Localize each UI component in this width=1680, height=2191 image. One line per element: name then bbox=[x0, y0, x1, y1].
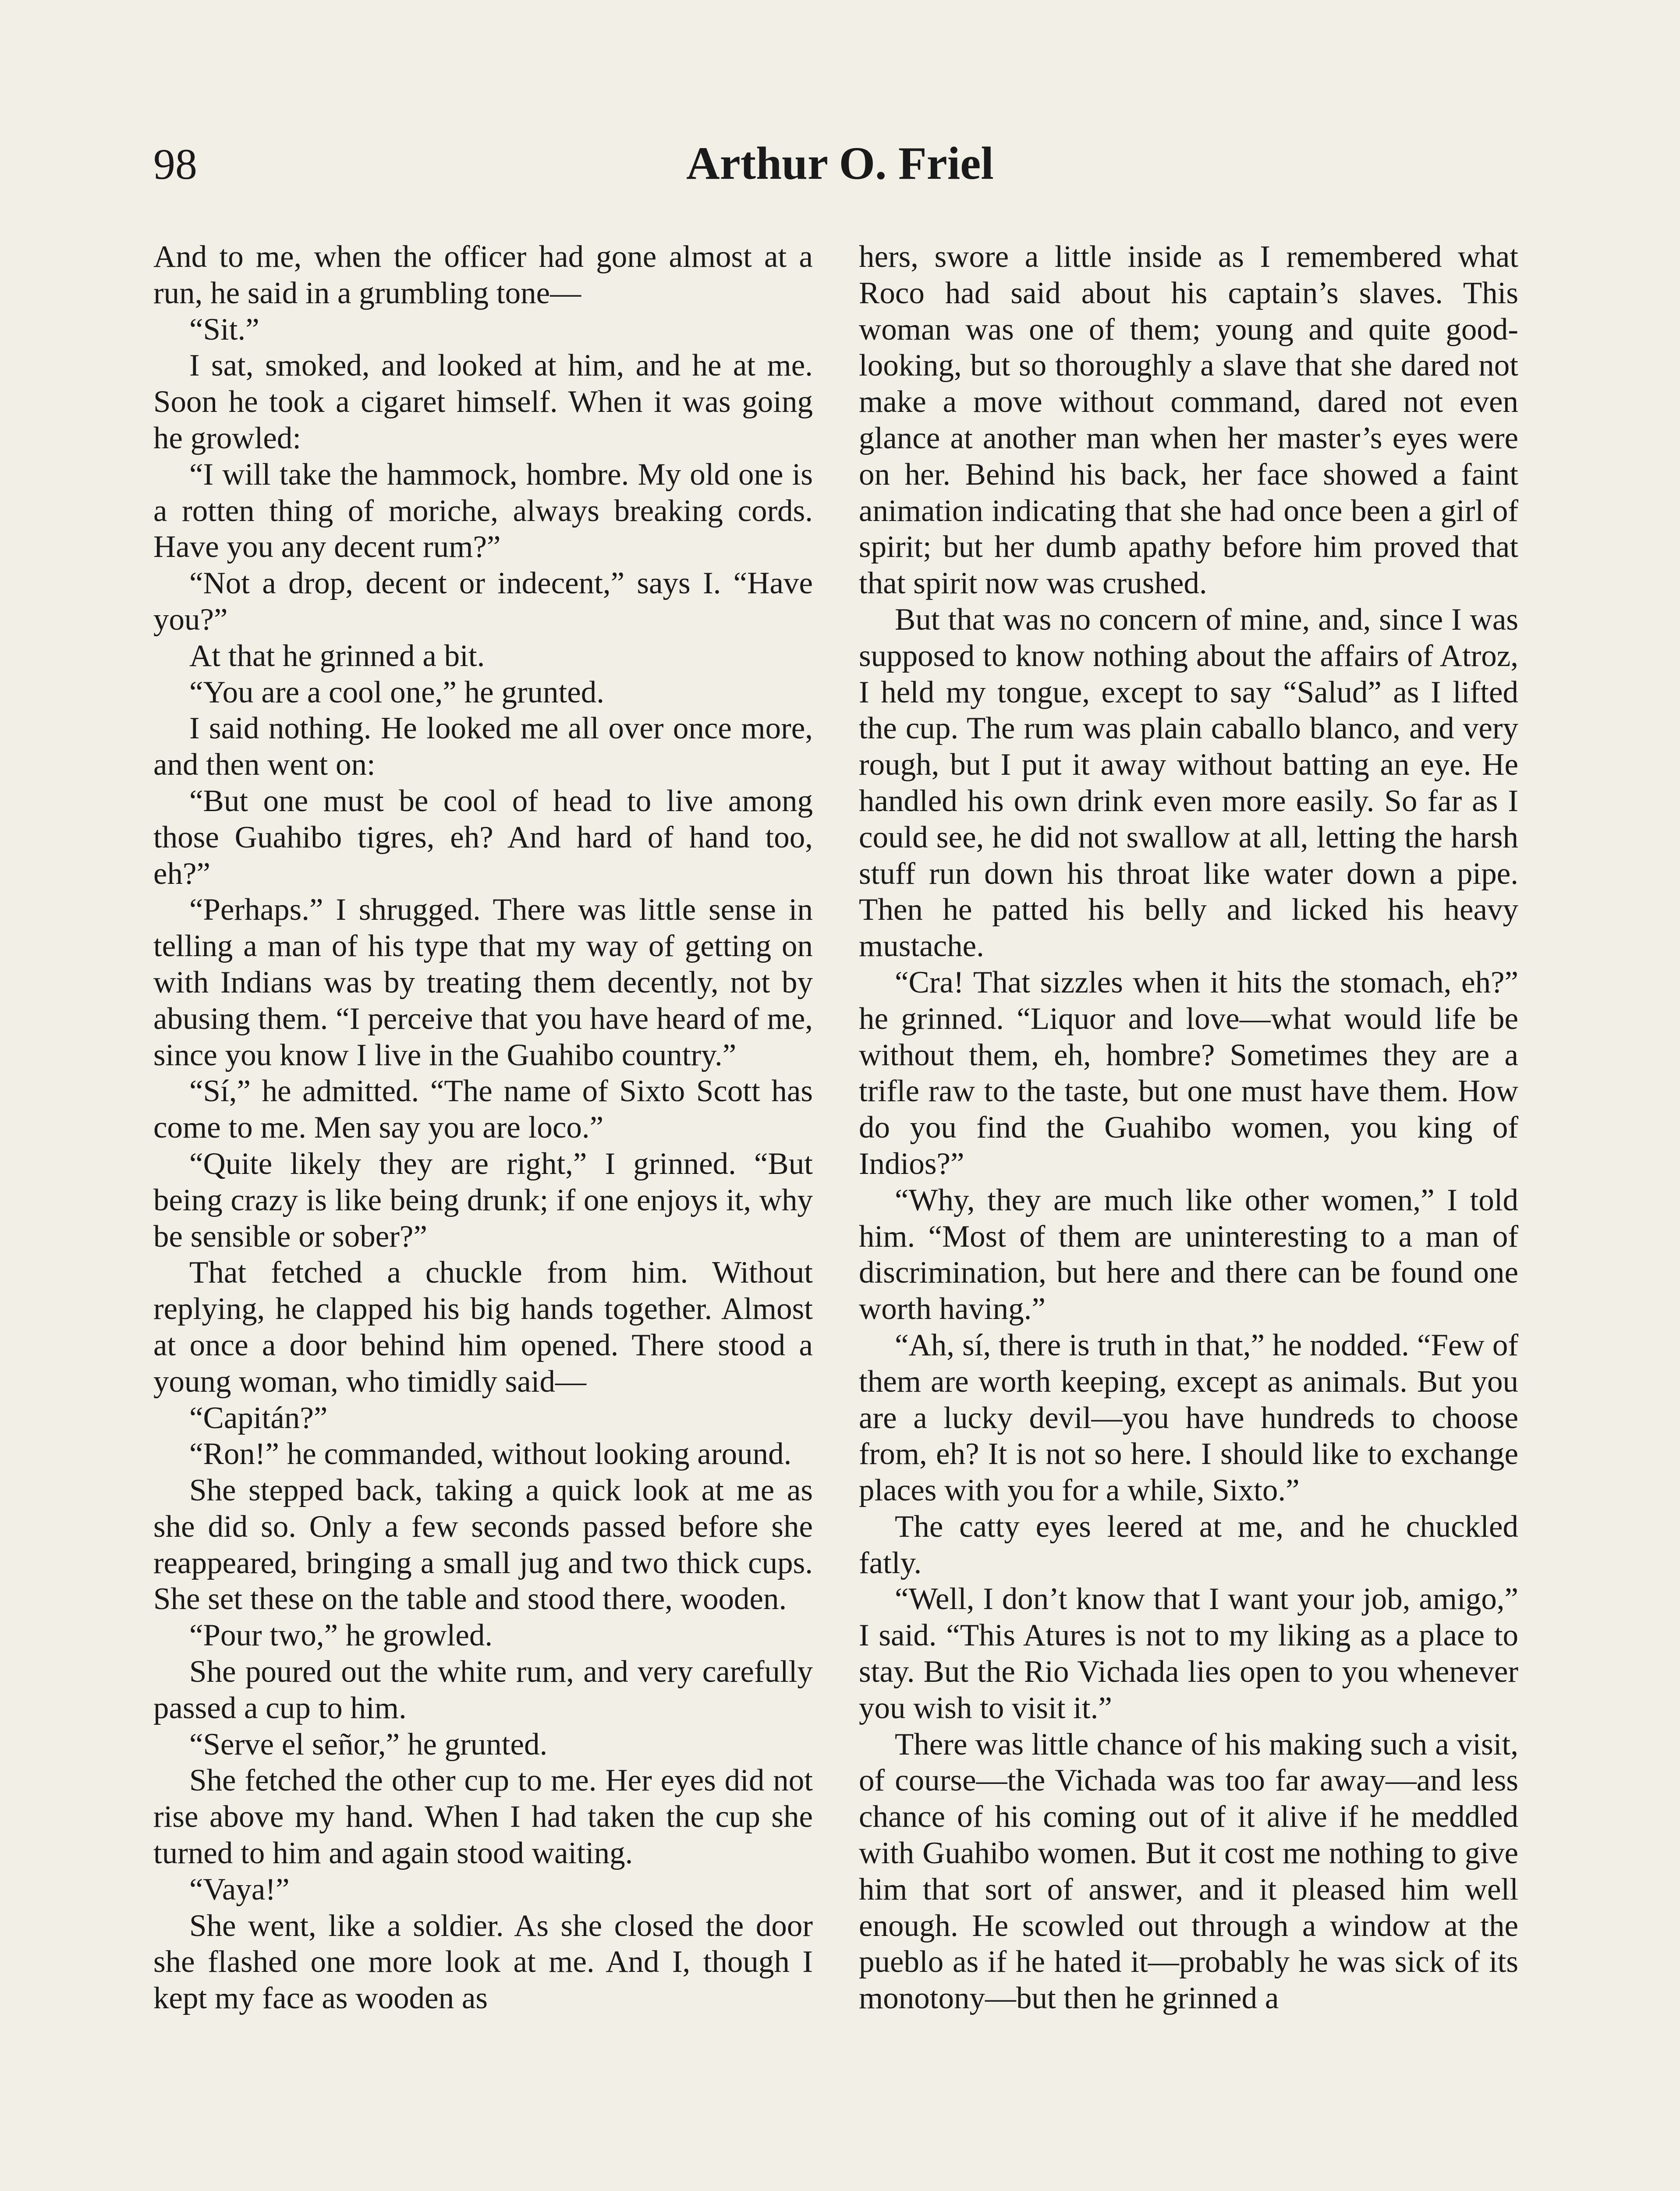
paragraph: She fetched the other cup to me. Her eyes did not rise above my hand. When I had taken the cup she turned to him and again stood waiting. bbox=[153, 1763, 813, 1871]
paragraph: “Ah, sí, there is truth in that,” he nodded. “Few of them are worth keeping, except as animals. But you are a lucky devil—you have hundreds to choose from, eh? It is not so here. I should like to exchange places with you for a while, Sixto.” bbox=[859, 1328, 1518, 1508]
paragraph: “Pour two,” he growled. bbox=[189, 1618, 493, 1653]
left-column bbox=[153, 239, 813, 2017]
paragraph: “Cra! That sizzles when it hits the stomach, eh?” he grinned. “Liquor and love—what would life be without them, eh, hombre? Sometimes they are a trifle raw to the taste, but one must have them. How do you find the Guahibo women, you king of Indios?” bbox=[859, 965, 1518, 1181]
paragraph: “Sit.” bbox=[189, 312, 259, 347]
paragraph: “Capitán?” bbox=[189, 1400, 328, 1435]
paragraph: But that was no concern of mine, and, since I was supposed to know nothing about the affairs of Atroz, I held my tongue, except to say “Salud” as I lifted the cup. The rum was plain caballo blanco, and very rough, but I put it away without batting an eye. He handled his own drink even more easily. So far as I could see, he did not swallow at all, letting the harsh stuff run down his throat like water down a pipe. Then he patted his belly and licked his heavy mustache. bbox=[859, 602, 1518, 964]
paragraph: And to me, when the officer had gone almost at a run, he said in a grumbling tone— bbox=[153, 240, 813, 310]
paragraph: “Not a drop, decent or indecent,” says I. “Have you?” bbox=[153, 566, 813, 637]
paragraph: She stepped back, taking a quick look at me as she did so. Only a few seconds passed before she reappeared, bringing a small jug and two thick cups. She set these on the table and stood there, wooden. bbox=[153, 1473, 813, 1617]
paragraph: “I will take the hammock, hombre. My old one is a rotten thing of moriche, always breaking cords. Have you any decent rum?” bbox=[153, 457, 813, 564]
paragraph: I sat, smoked, and looked at him, and he at me. Soon he took a cigaret himself. When it was going he growled: bbox=[153, 348, 813, 455]
paragraph: “Vaya!” bbox=[189, 1872, 290, 1907]
paragraph: That fetched a chuckle from him. Without replying, he clapped his big hands together. Almost at once a door behind him opened. There stood a young woman, who timidly said— bbox=[153, 1255, 813, 1399]
paragraph: “Quite likely they are right,” I grinned. “But being crazy is like being drunk; if one enjoys it, why be sensible or sober?” bbox=[153, 1146, 813, 1254]
paragraph: “Ron!” he commanded, without looking around. bbox=[189, 1437, 792, 1471]
paragraph: “But one must be cool of head to live among those Guahibo tigres, eh? And hard of hand too, eh?” bbox=[153, 784, 813, 891]
paragraph: “Sí,” he admitted. “The name of Sixto Scott has come to me. Men say you are loco.” bbox=[153, 1074, 813, 1145]
paragraph: “Well, I don’t know that I want your job, amigo,” I said. “This Atures is not to my liking as a place to stay. But the Rio Vichada lies open to you whenever you wish to visit it.” bbox=[859, 1582, 1518, 1725]
paragraph: At that he grinned a bit. bbox=[189, 638, 485, 673]
paragraph: “Serve el señor,” he grunted. bbox=[189, 1727, 548, 1762]
paragraph: hers, swore a little inside as I remembered what Roco had said about his captain’s slaves. This woman was one of them; young and quite good-looking, but so thoroughly a slave that she dared not make a move without command, dared not even glance at another man when her master’s eyes were on her. Behind his back, her face showed a faint animation indicating that she had once been a girl of spirit; but her dumb apathy before him proved that that spirit now was crushed. bbox=[859, 240, 1518, 601]
paragraph: “Why, they are much like other women,” I told him. “Most of them are uninteresting to a man of discrimination, but here and there can be found one worth having.” bbox=[859, 1183, 1518, 1326]
right-column bbox=[859, 239, 1518, 2017]
paragraph: “You are a cool one,” he grunted. bbox=[189, 675, 605, 709]
paragraph: There was little chance of his making such a visit, of course—the Vichada was too far away—and less chance of his coming out of it alive if he meddled with Guahibo women. But it cost me nothing to give him that sort of answer, and it pleased him well enough. He scowled out through a window at the pueblo as if he hated it—probably he was sick of its monotony—but then he grinned a bbox=[859, 1727, 1518, 2016]
running-title: Arthur O. Friel bbox=[686, 138, 994, 189]
paragraph: “Perhaps.” I shrugged. There was little sense in telling a man of his type that my way of getting on with Indians was by treating them decently, not by abusing them. “I perceive that you have heard of me, since you know I live in the Guahibo country.” bbox=[153, 893, 813, 1072]
paragraph: She poured out the white rum, and very carefully passed a cup to him. bbox=[153, 1655, 813, 1725]
page-number: 98 bbox=[153, 140, 197, 188]
paragraph: She went, like a soldier. As she closed the door she flashed one more look at me. And I, though I kept my face as wooden as bbox=[153, 1908, 813, 2016]
paragraph: I said nothing. He looked me all over once more, and then went on: bbox=[153, 711, 813, 782]
paragraph: The catty eyes leered at me, and he chuckled fatly. bbox=[859, 1509, 1518, 1580]
